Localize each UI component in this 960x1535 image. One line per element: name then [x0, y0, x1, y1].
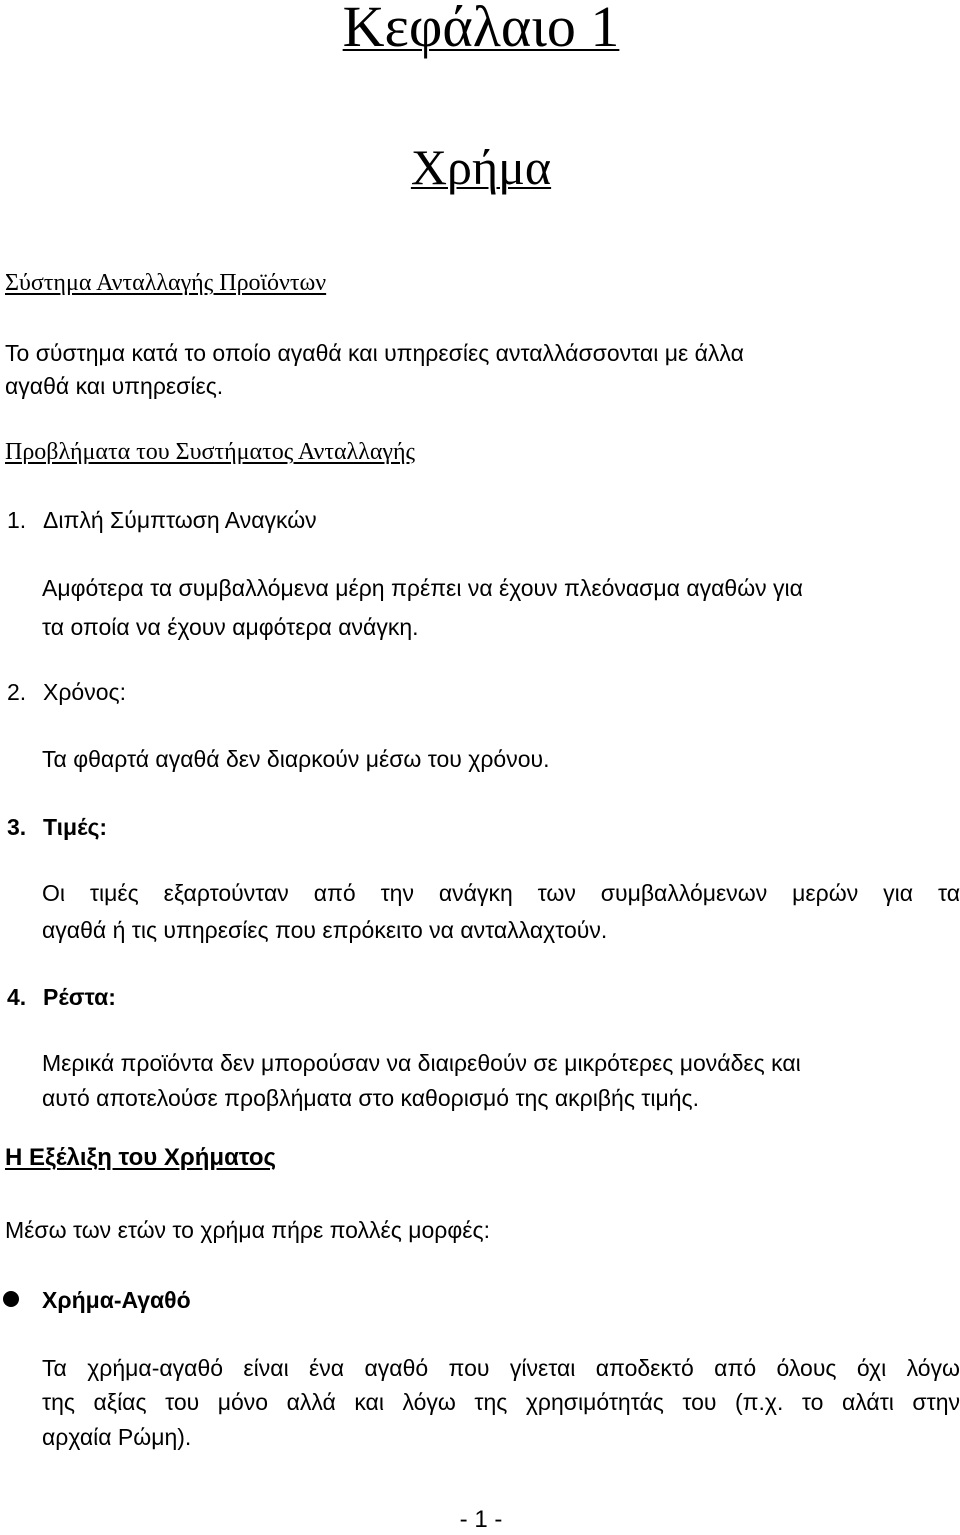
topic-title: Χρήμα	[410, 139, 552, 195]
bullet-item-title: Χρήμα-Αγαθό	[42, 1287, 191, 1313]
bullet-icon	[3, 1291, 19, 1307]
list-item-number: 3.	[7, 814, 27, 840]
page-number: - 1 -	[459, 1506, 503, 1533]
paragraph-line: Οι τιμές εξαρτούνταν από την ανάγκη των συμβαλλόμενων μερών για τα	[42, 880, 960, 906]
list-item-title	[7, 677, 126, 707]
paragraph-line: αυτό αποτελούσε προβλήματα στο καθορισμό της ακριβής τιμής.	[42, 1085, 700, 1111]
paragraph-line: Μερικά προϊόντα δεν μπορούσαν να διαιρεθούν σε μικρότερες μονάδες και	[42, 1050, 801, 1076]
paragraph-line: Το σύστημα κατά το οποίο αγαθά και υπηρεσίες ανταλλάσσονται με άλλα	[5, 340, 744, 366]
paragraph-line: αρχαία Ρώμη).	[42, 1424, 192, 1450]
list-item-title-text: Τιμές:	[43, 814, 108, 840]
list-item-title-text: Διπλή Σύμπτωση Αναγκών	[43, 507, 317, 533]
paragraph-line: αγαθά και υπηρεσίες.	[5, 373, 224, 399]
paragraph-line: Αμφότερα τα συμβαλλόμενα μέρη πρέπει να έχουν πλεόνασμα αγαθών για	[42, 575, 803, 601]
list-item-title	[7, 812, 107, 842]
list-item-title-text: Χρόνος:	[43, 679, 126, 705]
list-item-number: 4.	[7, 984, 27, 1010]
paragraph-line: τα οποία να έχουν αμφότερα ανάγκη.	[42, 614, 419, 640]
section-heading-barter-system: Σύστημα Ανταλλαγής Προϊόντων	[5, 270, 327, 296]
list-item-number: 2.	[7, 679, 27, 705]
paragraph-line: αγαθά ή τις υπηρεσίες που επρόκειτο να ανταλλαχτούν.	[42, 917, 608, 943]
paragraph-line: Τα φθαρτά αγαθά δεν διαρκούν μέσω του χρόνου.	[42, 746, 550, 772]
paragraph-line: Τα χρήμα-αγαθό είναι ένα αγαθό που γίνεται αποδεκτό από όλους όχι λόγω	[42, 1355, 960, 1381]
list-item-title	[7, 505, 317, 535]
paragraph-line: της αξίας του μόνο αλλά και λόγω της χρησιμότητάς του (π.χ. το αλάτι στην	[42, 1389, 960, 1415]
list-item-title	[7, 982, 116, 1012]
chapter-title: Κεφάλαιο 1	[342, 0, 620, 59]
list-item-number: 1.	[7, 507, 27, 533]
paragraph-line: Μέσω των ετών το χρήμα πήρε πολλές μορφές:	[5, 1217, 491, 1243]
list-item-title-text: Ρέστα:	[43, 984, 116, 1010]
section-heading-barter-problems: Προβλήματα του Συστήματος Ανταλλαγής	[5, 439, 416, 465]
section-heading-money-evolution: Η Εξέλιξη του Χρήματος	[5, 1144, 277, 1171]
